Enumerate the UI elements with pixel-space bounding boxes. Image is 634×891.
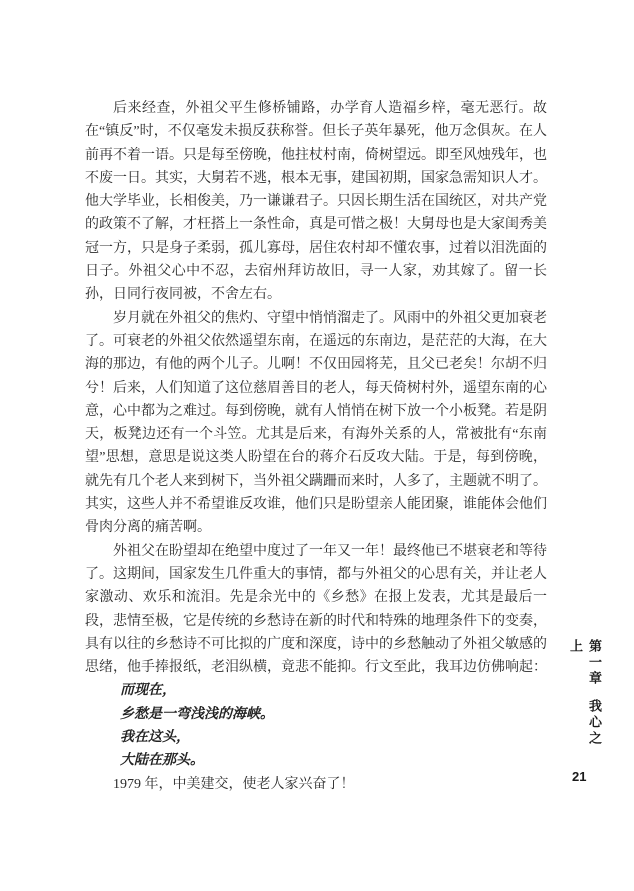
chapter-title-label: 我心之上	[568, 639, 602, 747]
poem-line-1: 而现在，	[120, 682, 176, 699]
poem-line-3: 我在这头，	[120, 729, 190, 746]
page-number: 21	[572, 769, 587, 784]
paragraph-3: 外祖父在盼望却在绝望中度过了一年又一年！最终他已不堪衰老和等待了。这期间，国家发生几件重大的事情，都与外祖父的心思有关，并让老人家激动、欢乐和流泪。先是余光中的《乡愁》在报上发表，尤其是最后一段，悲情至极，它是传统的乡愁诗在新的时代和特殊的地理条件下的变奏，具有以往的乡愁诗不可比拟的广度和深度，诗中的乡愁触动了外祖父敏感的思绪，他手捧报纸，老泪纵横，竟悲不能抑。行文至此，我耳边仿佛响起：	[85, 543, 547, 676]
chapter-sidebar	[566, 639, 604, 754]
page-body-text	[85, 97, 547, 796]
chapter-number-label: 第一章	[587, 639, 602, 687]
closing-paragraph: 1979 年，中美建交，使老人家兴奋了！	[113, 776, 355, 792]
paragraph-1: 后来经查，外祖父平生修桥铺路，办学育人造福乡梓，毫无恶行。故在“镇反”时，不仅毫发未损反获称誉。但长子英年暴死，他万念俱灰。在人前再不着一语。只是每至傍晚，他拄杖村南，倚树望远。即至风烛残年，也不废一日。其实，大舅若不逃，根本无事，建国初期，国家急需知识人才。他大学毕业，长相俊美，乃一谦谦君子。只因长期生活在国统区，对共产党的政策不了解，才枉搭上一条性命，真是可惜之极！大舅母也是大家闺秀美冠一方，只是身子柔弱，孤儿寡母，居住农村却不懂农事，过着以泪洗面的日子。外祖父心中不忍，去宿州拜访故旧，寻一人家，劝其嫁了。留一长孙，日同行夜同被，不舍左右。	[85, 101, 547, 303]
poem-line-2: 乡愁是一弯浅浅的海峡。	[120, 705, 274, 722]
paragraph-2: 岁月就在外祖父的焦灼、守望中悄悄溜走了。风雨中的外祖父更加衰老了。可衰老的外祖父依然遥望东南，在遥远的东南边，是茫茫的大海，在大海的那边，有他的两个儿子。儿啊！不仅田园将芜，且父已老矣！尔胡不归兮！后来，人们知道了这位慈眉善目的老人，每天倚树村外，遥望东南的心意，心中都为之难过。每到傍晚，就有人悄悄在树下放一个小板凳。若是阴天，板凳边还有一个斗笠。尤其是后来，有海外关系的人，常被批有“东南望”思想，意思是说这类人盼望在台的蒋介石反攻大陆。于是，每到傍晚，就先有几个老人来到树下，当外祖父蹒跚而来时，人多了，主题就不明了。其实，这些人并不希望谁反攻谁，他们只是盼望亲人能团聚，谁能体会他们骨肉分离的痛苦啊。	[85, 310, 547, 536]
poem-line-4: 大陆在那头。	[120, 752, 204, 769]
poem-quote	[120, 679, 547, 772]
